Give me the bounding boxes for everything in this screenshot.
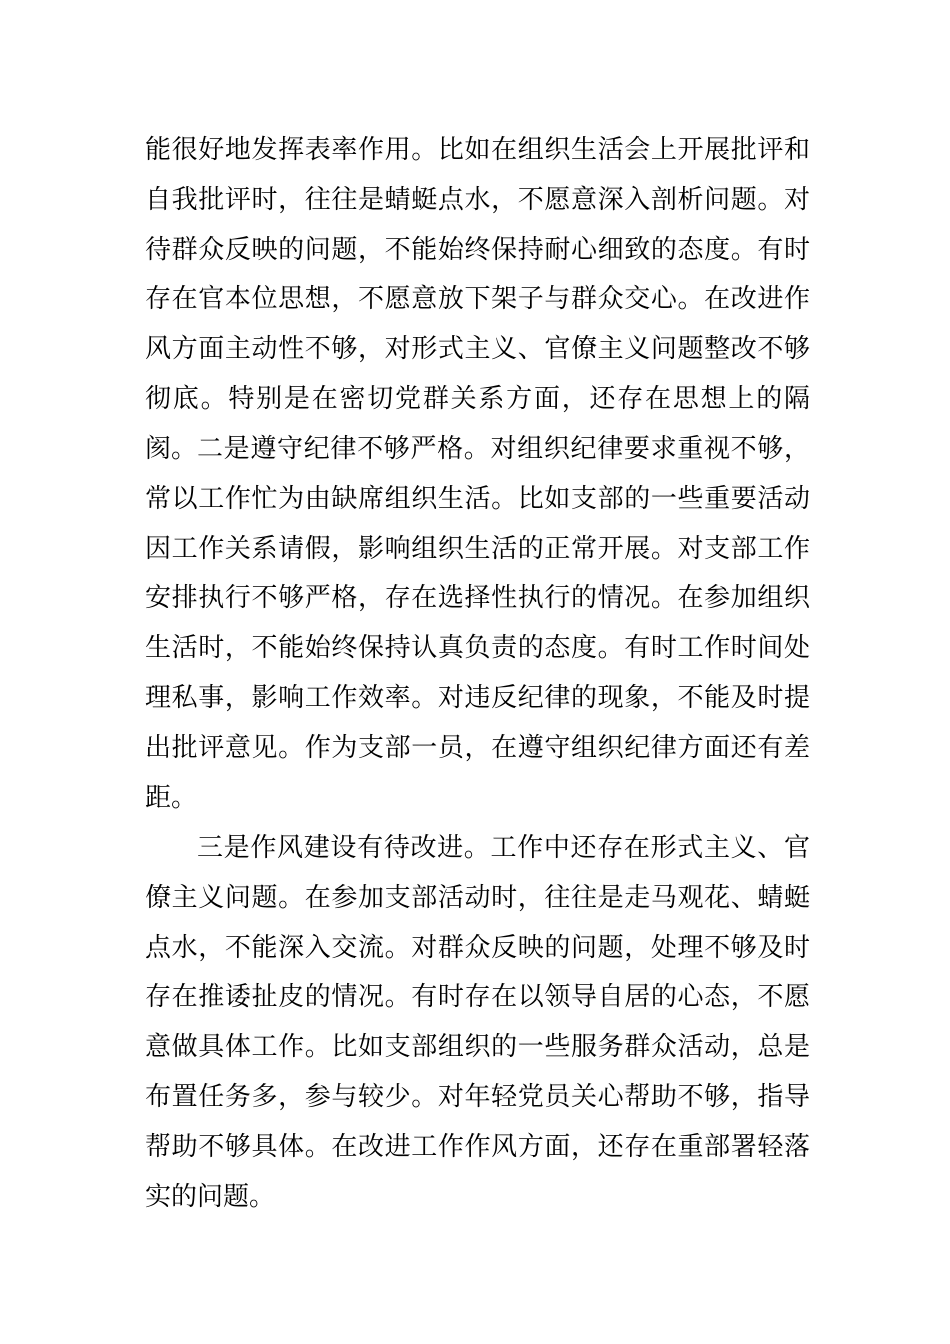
paragraph-continuation — [145, 126, 810, 475]
paragraph-text: 能很好地发挥表率作用。比如在组织生活会上开展批评和自我批评时，往往是蜻蜓点水，不愿意深入剖析问题。对待群众反映的问题，不能始终保持耐心细致的态度。有时存在官本位思想，不愿意放下架子与群众交心。在改进作风方面主动性不够，对形式主义、官僚主义问题整改不够彻底。特别是在密切党群关系方面，还存在思想上的隔阂。 — [145, 135, 810, 464]
paragraph-text: 三是作风建设有待改进。工作中还存在形式主义、官僚主义问题。在参加支部活动时，往往是走马观花、蜻蜓点水，不能深入交流。对群众反映的问题，处理不够及时存在推诿扯皮的情况。有时存在以领导自居的心态，不愿意做具体工作。比如支部组织的一些服务群众活动，总是布置任务多，参与较少。对年轻党员关心帮助不够，指导帮助不够具体。在改进工作作风方面，还存在重部署轻落实的问题。 — [145, 833, 810, 1212]
paragraph-discipline — [145, 425, 810, 823]
paragraph-work-style — [145, 824, 810, 1222]
paragraph-text: 二是遵守纪律不够严格。对组织纪律要求重视不够，常以工作忙为由缺席组织生活。比如支部的一些重要活动因工作关系请假，影响组织生活的正常开展。对支部工作安排执行不够严格，存在选择性执行的情况。在参加组织生活时，不能始终保持认真负责的态度。有时工作时间处理私事，影响工作效率。对违反纪律的现象，不能及时提出批评意见。作为支部一员，在遵守组织纪律方面还有差距。 — [145, 434, 810, 813]
